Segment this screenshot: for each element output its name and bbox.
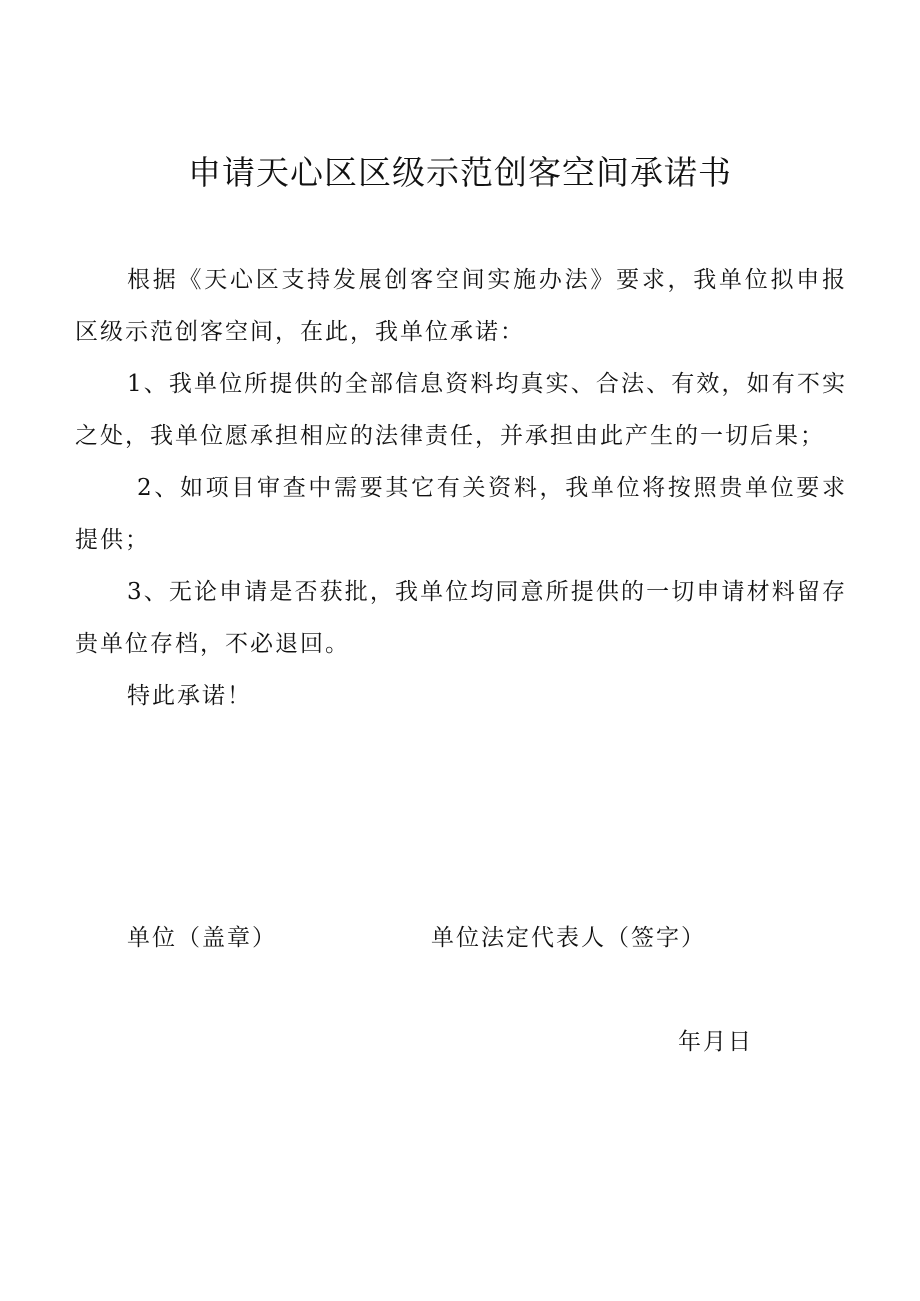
commitment-item-3: 3、无论申请是否获批，我单位均同意所提供的一切申请材料留存贵单位存档，不必退回。 [75,579,847,657]
legal-representative-signature-label: 单位法定代表人（签字） [431,925,706,951]
commitment-item-1: 1、我单位所提供的全部信息资料均真实、合法、有效，如有不实之处，我单位愿承担相应的法律责任，并承担由此产生的一切后果； [75,371,847,449]
intro-paragraph: 根据《天心区支持发展创客空间实施办法》要求，我单位拟申报区级示范创客空间，在此，我单位承诺： [75,267,847,345]
unit-seal-label: 单位（盖章） [127,925,277,951]
closing-statement: 特此承诺！ [127,683,252,709]
document-body [75,254,847,722]
date-label: 年月日 [678,1029,753,1055]
commitment-item-2: 2、如项目审查中需要其它有关资料，我单位将按照贵单位要求提供； [75,475,847,553]
document-title: 申请天心区区级示范创客空间承诺书 [188,153,732,192]
